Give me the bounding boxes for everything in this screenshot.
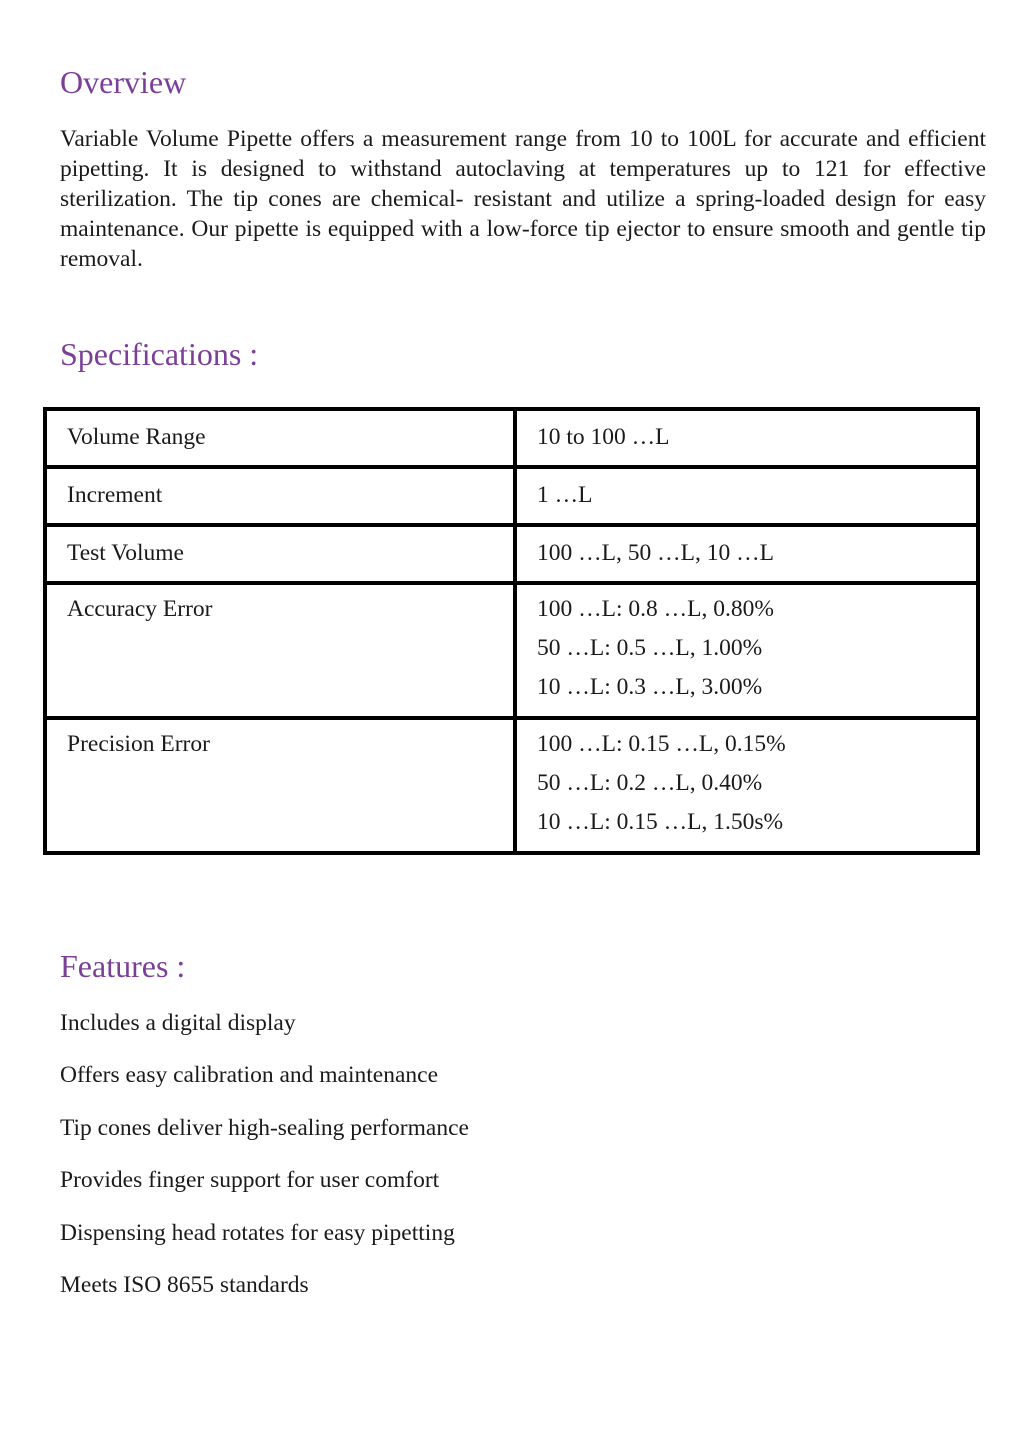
feature-item: Tip cones deliver high-sealing performance xyxy=(60,1114,469,1141)
spec-label: Test Volume xyxy=(67,540,184,566)
spec-value-cell xyxy=(515,525,978,583)
spec-row-increment xyxy=(45,467,978,525)
overview-heading: Overview xyxy=(60,64,187,100)
features-heading: Features : xyxy=(60,948,186,984)
spec-value: 10 to 100 …L xyxy=(537,424,670,450)
spec-value-cell xyxy=(515,718,978,853)
spec-label-cell xyxy=(45,718,515,853)
spec-label: Volume Range xyxy=(67,424,206,450)
spec-value: 10 …L: 0.3 …L, 3.00% xyxy=(537,674,763,700)
spec-value: 100 …L: 0.8 …L, 0.80% xyxy=(537,596,774,622)
feature-item: Includes a digital display xyxy=(60,1010,296,1036)
spec-value: 1 …L xyxy=(537,482,593,508)
feature-item: Provides finger support for user comfort xyxy=(60,1167,440,1194)
spec-value-cell xyxy=(515,467,978,525)
spec-label: Accuracy Error xyxy=(67,596,213,622)
spec-label-cell xyxy=(45,409,515,467)
feature-item: Meets ISO 8655 standards xyxy=(60,1271,309,1298)
spec-row-accuracy-error xyxy=(45,583,978,718)
specifications-table xyxy=(43,407,980,855)
specifications-heading: Specifications : xyxy=(60,336,259,372)
spec-value-cell xyxy=(515,409,978,467)
spec-label: Precision Error xyxy=(67,731,210,757)
feature-item: Offers easy calibration and maintenance xyxy=(60,1062,439,1089)
spec-value: 10 …L: 0.15 …L, 1.50s% xyxy=(537,809,784,835)
spec-label-cell xyxy=(45,525,515,583)
spec-value: 50 …L: 0.5 …L, 1.00% xyxy=(537,635,763,661)
overview-paragraph: Variable Volume Pipette offers a measurement range from 10 to 100L for accurate and efficient pipetting. It is designed to withstand autoclaving at temperatures up to 121 for effective sterilization. The tip cones are chemical- resistant and utilize a spring-loaded design for easy maintenance. Our pipette is equipped with a low-force tip ejector to ensure smooth and gentle tip removal. xyxy=(60,126,986,272)
spec-value: 100 …L, 50 …L, 10 …L xyxy=(537,540,774,566)
spec-label-cell xyxy=(45,583,515,718)
spec-value: 100 …L: 0.15 …L, 0.15% xyxy=(537,731,786,757)
feature-item: Dispensing head rotates for easy pipetting xyxy=(60,1219,455,1246)
spec-row-test-volume xyxy=(45,525,978,583)
spec-label-cell xyxy=(45,467,515,525)
spec-value-cell xyxy=(515,583,978,718)
spec-value: 50 …L: 0.2 …L, 0.40% xyxy=(537,770,763,796)
spec-row-precision-error xyxy=(45,718,978,853)
features-list xyxy=(60,1008,469,1322)
spec-label: Increment xyxy=(67,482,163,508)
spec-row-volume-range xyxy=(45,409,978,467)
